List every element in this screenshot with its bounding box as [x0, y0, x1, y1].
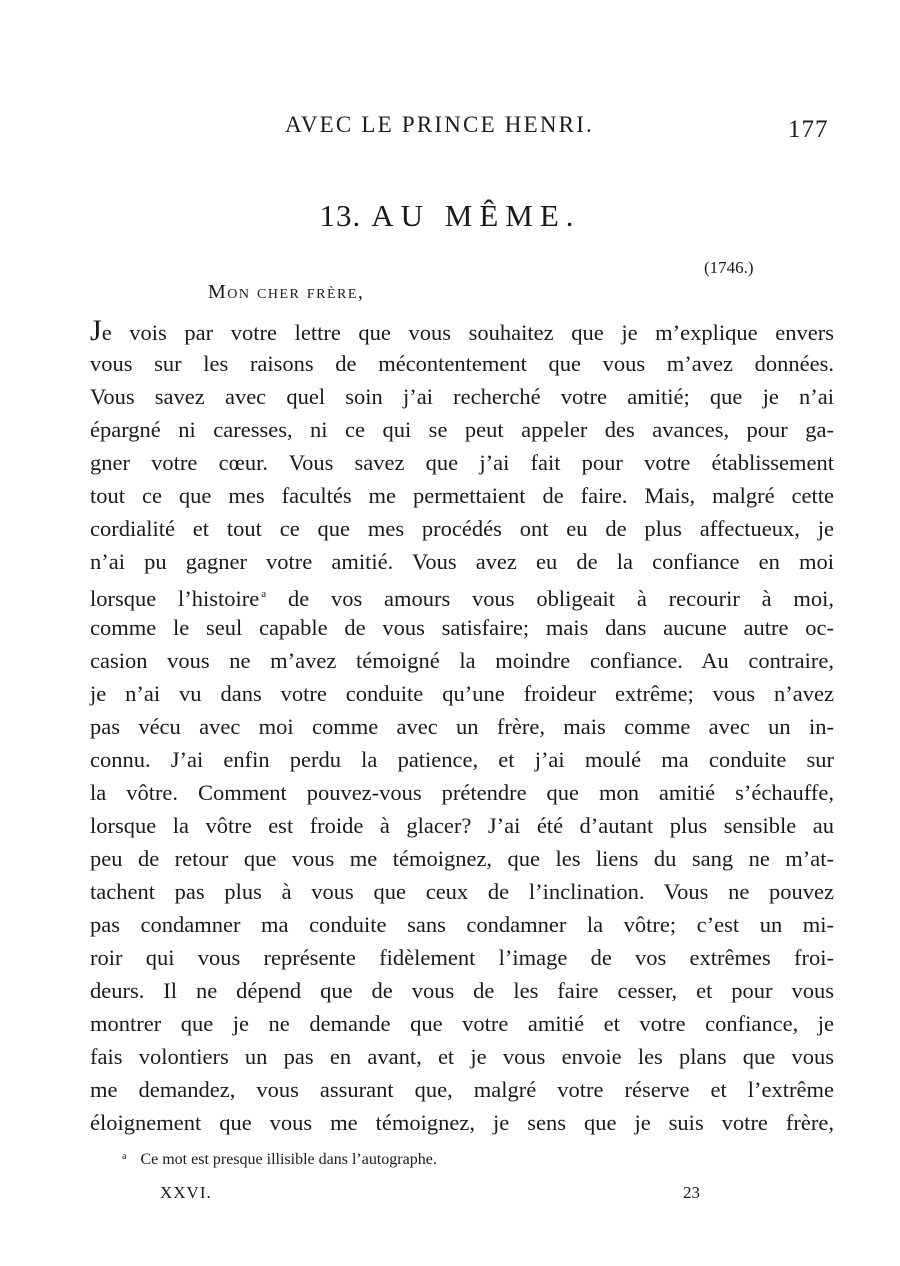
body-line: éloignement que vous me témoignez, je sens que je suis votre frère, [90, 1110, 834, 1135]
body-line: Je vois par votre lettre que vous souhaitez que je m’explique envers [90, 314, 834, 347]
body-line: pas condamner ma conduite sans condamner la vôtre; c’est un mi- [90, 912, 834, 937]
body-line: pas vécu avec moi comme avec un frère, mais comme avec un in- [90, 714, 834, 739]
letter-number: 13. [319, 198, 362, 233]
footnote-mark: a [122, 1151, 127, 1162]
body-line: lorsque la vôtre est froide à glacer? J’ai été d’autant plus sensible au [90, 813, 834, 838]
running-head [0, 112, 900, 142]
volume-signature: XXVI. [160, 1183, 212, 1202]
letter-heading: AU MÊME. [371, 198, 581, 233]
body-line: me demandez, vous assurant que, malgré votre réserve et l’extrême [90, 1077, 834, 1102]
body-line: Vous savez avec quel soin j’ai recherché votre amitié; que je n’ai [90, 384, 834, 409]
salutation: Mon cher frère, [208, 281, 365, 303]
page-number: 177 [788, 116, 829, 143]
sheet-signature: 23 [683, 1183, 700, 1202]
body-line: deurs. Il ne dépend que de vous de les faire cesser, et pour vous [90, 978, 834, 1003]
letter-body [90, 314, 834, 1139]
body-line: je n’ai vu dans votre conduite qu’une froideur extrême; vous n’avez [90, 681, 834, 706]
body-line: connu. J’ai enfin perdu la patience, et j’ai moulé ma conduite sur [90, 747, 834, 772]
footnote-text: Ce mot est presque illisible dans l’autographe. [140, 1151, 437, 1168]
body-line-with-note [90, 578, 834, 611]
body-line: cordialité et tout ce que mes procédés ont eu de plus affectueux, je [90, 516, 834, 541]
body-line: n’ai pu gagner votre amitié. Vous avez eu de la confiance en moi [90, 549, 834, 574]
body-line: épargné ni caresses, ni ce qui se peut appeler des avances, pour ga- [90, 417, 834, 442]
body-line: roir qui vous représente fidèlement l’image de vos extrêmes froi- [90, 945, 834, 970]
body-line: tachent pas plus à vous que ceux de l’inclination. Vous ne pouvez [90, 879, 834, 904]
body-line-start: lorsque l’histoire [90, 586, 260, 611]
body-line: vous sur les raisons de mécontentement que vous m’avez données. [90, 351, 834, 376]
letter-date: (1746.) [704, 258, 754, 277]
footnote-reference: a [261, 588, 267, 600]
body-line-end: de vos amours vous obligeait à recourir à moi, [287, 586, 834, 611]
running-title: AVEC LE PRINCE HENRI. [285, 112, 595, 137]
body-line: tout ce que mes facultés me permettaient de faire. Mais, malgré cette [90, 483, 834, 508]
body-line: gner votre cœur. Vous savez que j’ai fait pour votre établissement [90, 450, 834, 475]
body-line: casion vous ne m’avez témoigné la moindre confiance. Au contraire, [90, 648, 834, 673]
body-line: la vôtre. Comment pouvez-vous prétendre que mon amitié s’échauffe, [90, 780, 834, 805]
letter-title [0, 198, 900, 234]
footnote [122, 1151, 437, 1169]
body-line: comme le seul capable de vous satisfaire; mais dans aucune autre oc- [90, 615, 834, 640]
body-line: peu de retour que vous me témoignez, que les liens du sang ne m’at- [90, 846, 834, 871]
body-line: fais volontiers un pas en avant, et je vous envoie les plans que vous [90, 1044, 834, 1069]
body-line: montrer que je ne demande que votre amitié et votre confiance, je [90, 1011, 834, 1036]
